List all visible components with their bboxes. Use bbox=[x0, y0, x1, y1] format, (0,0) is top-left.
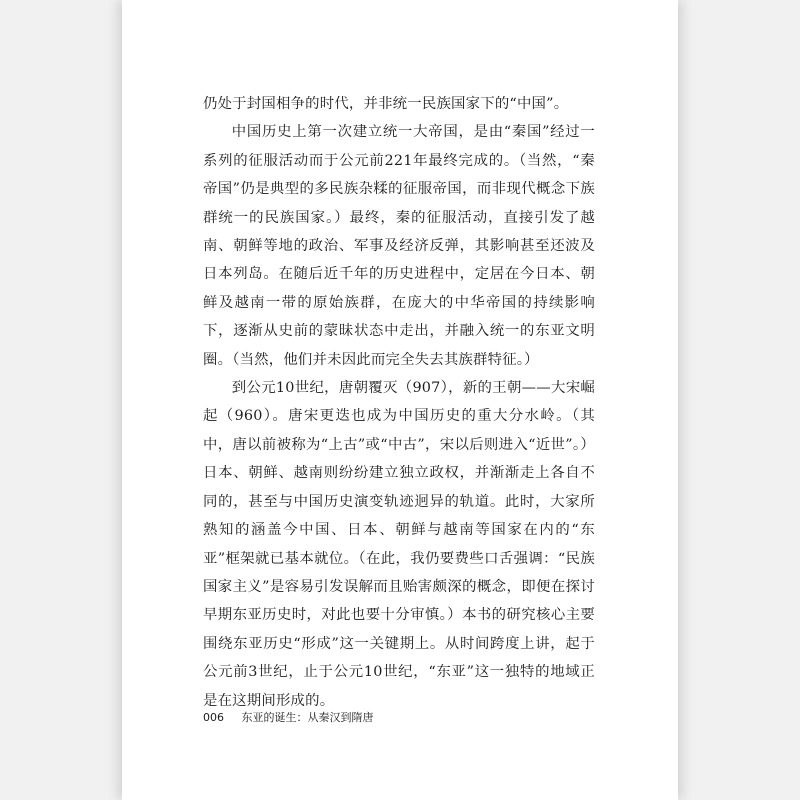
page-body bbox=[203, 90, 595, 715]
page-footer bbox=[203, 709, 374, 725]
paragraph-qin-empire: 中国历史上第一次建立统一大帝国，是由“秦国”经过一系列的征服活动而于公元前221年最终完成的。（当然，“秦帝国”仍是典型的多民族杂糅的征服帝国，而非现代概念下族群统一的民族国家。）最终，秦的征服活动，直接引发了越南、朝鲜等地的政治、军事及经济反弹，其影响甚至还波及日本列岛。在随后近千年的历史进程中，定居在今日本、朝鲜及越南一带的原始族群，在庞大的中华帝国的持续影响下，逐渐从史前的蒙昧状态中走出，并融入统一的东亚文明圈。（当然，他们并未因此而完全失去其族群特征。） bbox=[203, 124, 595, 368]
page-number: 006 bbox=[203, 711, 224, 724]
paragraph-tang-song: 到公元10世纪，唐朝覆灭（907），新的王朝——大宋崛起（960）。唐宋更迭也成为中国历史的重大分水岭。（其中，唐以前被称为“上古”或“中古”，宋以后则进入“近世”。）日本、朝鲜、越南则纷纷建立独立政权，并渐渐走上各自不同的，甚至与中国历史演变轨迹迥异的轨道。此时，大家所熟知的涵盖今中国、日本、朝鲜与越南等国家在内的“东亚”框架就已基本就位。（在此，我仍要费些口舌强调：“民族国家主义”是容易引发误解而且贻害颇深的概念，即便在探讨早期东亚历史时，对此也要十分审慎。）本书的研究核心主要围绕东亚历史“形成”这一关键期上。从时间跨度上讲，起于公元前3世纪，止于公元10世纪，“东亚”这一独特的地域正是在这期间形成的。 bbox=[203, 380, 595, 709]
paragraph-continuation: 仍处于封国相争的时代，并非统一民族国家下的“中国”。 bbox=[203, 96, 569, 112]
running-title: 东亚的诞生：从秦汉到隋唐 bbox=[241, 711, 374, 724]
